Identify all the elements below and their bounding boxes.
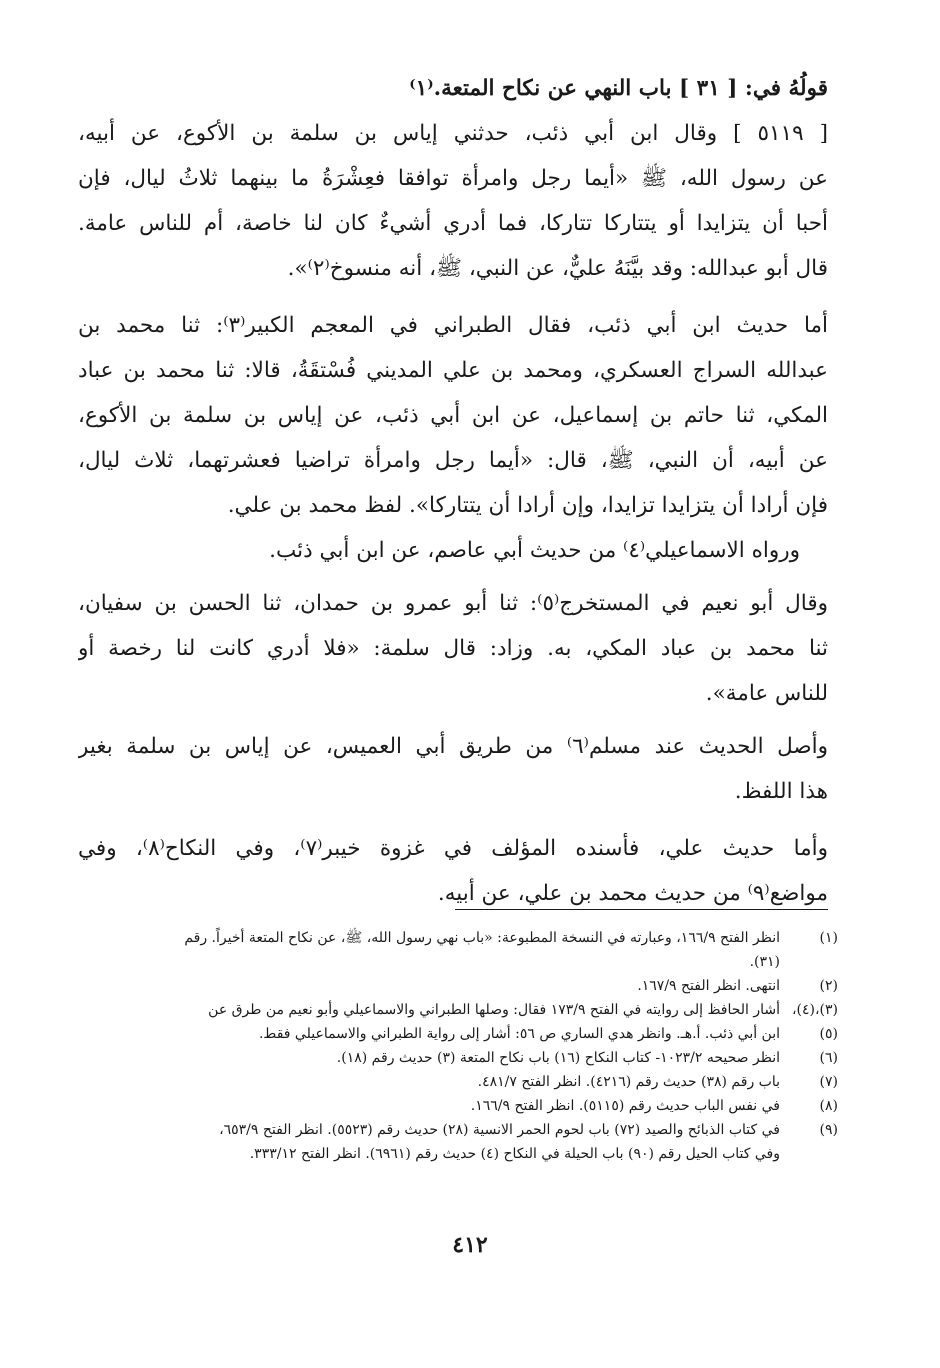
paragraph-ismaili [78, 528, 828, 573]
text-line: وأصل الحديث عند مسلم⁽٦⁾ من طريق أبي العميس، عن إياس بن سلمة بغير [78, 734, 828, 759]
paragraph-abu-nuaym [78, 581, 828, 716]
footnote-text [82, 926, 780, 974]
footnote-line: وفي كتاب الحيل رقم (٩٠) باب الحيلة في النكاح (٤) حديث رقم (٦٩٦١). انظر الفتح ٣٣٣/١٢. [249, 1146, 780, 1162]
text-line: أحبا أن يتزايدا أو يتتاركا تتاركا، فما أدري أشيءٌ كان لنا خاصة، أم للناس عامة. [78, 211, 828, 236]
footnotes [82, 926, 838, 1166]
page-number: ٤١٢ [452, 1232, 488, 1258]
text-line: مواضع⁽٩⁾ من حديث محمد بن علي، عن أبيه. [437, 881, 828, 906]
text-line: فإن أرادا أن يتزايدا تزايدا، وإن أرادا أن يتتاركا». لفظ محمد بن علي. [227, 493, 828, 518]
text-line: عن رسول الله، ﷺ «أيما رجل وامرأة توافقا فعِشْرَةُ ما بينهما ثلاثُ ليال، فإن [78, 166, 828, 191]
footnote-text [82, 974, 780, 998]
text-line: عبدالله السراج العسكري، ومحمد بن علي المديني فُسْتقَةُ، قالا: ثنا محمد بن عباد [78, 358, 828, 383]
footnote-number: (٩) [819, 1122, 838, 1138]
chapter-heading: قولُهُ في: [ ٣١ ] باب النهي عن نكاح المتعة.⁽١⁾ [409, 76, 828, 101]
paragraph-muslim [78, 724, 828, 814]
footnote-number: (٧) [819, 1074, 838, 1090]
text-line: وقال أبو نعيم في المستخرج⁽٥⁾: ثنا أبو عمرو بن حمدان، ثنا الحسن بن سفيان، [78, 591, 828, 616]
footnote-line: أشار الحافظ إلى روايته في الفتح ١٧٣/٩ فقال: وصلها الطبراني والاسماعيلي وأبو نعيم من طرق عن [208, 1002, 780, 1018]
footnote-number: (٦) [819, 1050, 838, 1066]
footnote-number: (٣)،(٤)،(٥) [792, 1002, 838, 1042]
footnote [82, 1070, 838, 1094]
text-line: ثنا محمد بن عباد المكي، به. وزاد: قال سلمة: «فلا أدري كانت لنا رخصة أو [78, 636, 828, 661]
paragraph-hadith-5119 [78, 111, 828, 291]
footnote [82, 998, 838, 1046]
footnote-line: في كتاب الذبائح والصيد (٧٢) باب لحوم الحمر الانسية (٢٨) حديث رقم (٥٥٢٣). انظر الفتح ٦٥٣/٩، [219, 1122, 780, 1138]
footnote-number: (٢) [819, 978, 838, 994]
footnote-line: انظر الفتح ١٦٦/٩، وعبارته في النسخة المطبوعة: «باب نهي رسول الله، ﷺ، عن نكاح المتعة أخيراً. رقم [184, 930, 780, 946]
footnote-divider [455, 909, 828, 910]
footnote-line: انظر صحيحه ١٠٢٣/٢- كتاب النكاح (١٦) باب نكاح المتعة (٣) حديث رقم (١٨). [336, 1050, 780, 1066]
footnote-line: ابن أبي ذئب. أ.هـ. وانظر هدي الساري ص ٥٦: أشار إلى رواية الطبراني والاسماعيلي فقط. [258, 1026, 780, 1042]
footnote-line: في نفس الباب حديث رقم (٥١١٥). انظر الفتح ١٦٦/٩. [470, 1098, 780, 1114]
footnote [82, 1118, 838, 1166]
footnote-line: (٣١). [749, 954, 780, 970]
text-line: للناس عامة». [705, 681, 828, 706]
text-line: المكي، ثنا حاتم بن إسماعيل، عن ابن أبي ذئب، عن إياس بن سلمة بن الأكوع، [78, 403, 828, 428]
text-line: هذا اللفظ. [734, 779, 828, 804]
footnote-text [82, 1118, 780, 1166]
main-text [78, 66, 828, 916]
footnote-text [82, 1070, 780, 1094]
footnote-number: (١) [819, 930, 838, 946]
text-line: وأما حديث علي، فأسنده المؤلف في غزوة خيبر⁽٧⁾، وفي النكاح⁽٨⁾، وفي [78, 836, 828, 861]
paragraph-ali [78, 826, 828, 916]
footnote-line: باب رقم (٣٨) حديث رقم (٤٢١٦). انظر الفتح ٤٨١/٧. [477, 1074, 780, 1090]
paragraph-tabarani [78, 303, 828, 528]
text-line: ورواه الاسماعيلي⁽٤⁾ من حديث أبي عاصم، عن ابن أبي ذئب. [269, 538, 800, 563]
footnote-text [82, 1046, 780, 1070]
footnote [82, 1094, 838, 1118]
text-line: عن أبيه، أن النبي، ﷺ، قال: «أيما رجل وامرأة تراضيا فعشرتهما، ثلاث ليال، [78, 448, 828, 473]
text-line: قال أبو عبدالله: وقد بيَّنَهُ عليٌّ، عن النبي، ﷺ، أنه منسوخ⁽٢⁾». [287, 256, 828, 281]
footnote-text [82, 998, 780, 1046]
footnote-number: (٨) [819, 1098, 838, 1114]
footnote-text [82, 1094, 780, 1118]
footnote [82, 926, 838, 974]
text-line: [ ٥١١٩ ] وقال ابن أبي ذئب، حدثني إياس بن سلمة بن الأكوع، عن أبيه، [78, 121, 828, 146]
footnote [82, 1046, 838, 1070]
text-line: أما حديث ابن أبي ذئب، فقال الطبراني في المعجم الكبير⁽٣⁾: ثنا محمد بن [78, 313, 828, 338]
footnote [82, 974, 838, 998]
footnote-line: انتهى. انظر الفتح ١٦٧/٩. [637, 978, 780, 994]
